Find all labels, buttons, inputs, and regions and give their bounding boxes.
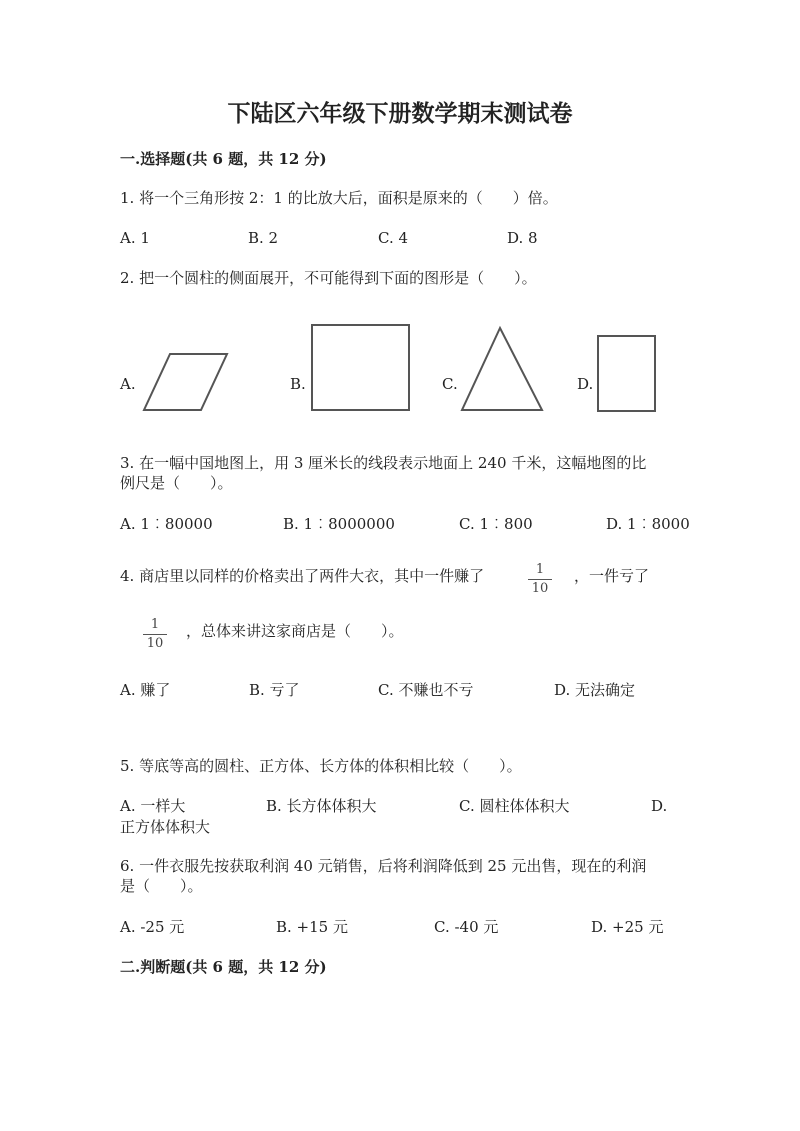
question-5-option-a: A. 一样大 <box>120 797 186 815</box>
triangle-icon <box>458 324 546 414</box>
question-1-option-a: A. 1 <box>120 229 150 247</box>
fraction-bar <box>528 579 552 580</box>
square-icon <box>309 322 413 414</box>
question-5-option-c: C. 圆柱体体积大 <box>459 797 570 815</box>
question-4-option-d: D. 无法确定 <box>554 681 636 699</box>
question-6-option-b: B. +15 元 <box>276 918 348 936</box>
question-3-option-b: B. 1︰8000000 <box>283 515 395 533</box>
fraction-denominator: 10 <box>531 581 549 596</box>
question-1-option-b: B. 2 <box>248 229 279 247</box>
question-1-text: 1. 将一个三角形按 2：1 的比放大后，面积是原来的（ ）倍。 <box>120 189 558 207</box>
question-6-text-line-2: 是（ ）。 <box>120 877 203 895</box>
question-3-option-c: C. 1︰800 <box>459 515 533 533</box>
question-2-option-a: A. <box>120 375 136 393</box>
parallelogram-icon <box>140 350 230 414</box>
section-heading-judgment: 二.判断题(共 6 题，共 12 分) <box>120 958 327 976</box>
question-1-option-c: C. 4 <box>378 229 409 247</box>
fraction-denominator: 10 <box>146 636 164 651</box>
rectangle-icon <box>595 333 658 414</box>
fraction-numerator: 1 <box>535 562 545 577</box>
question-5-option-d: D. <box>651 797 668 815</box>
question-6-option-c: C. -40 元 <box>434 918 499 936</box>
question-3-text-line-2: 例尺是（ ）。 <box>120 474 233 492</box>
fraction-bar <box>143 634 167 635</box>
fraction-one-tenth <box>143 618 167 651</box>
question-6-text-line-1: 6. 一件衣服先按获取利润 40 元销售，后将利润降低到 25 元出售，现在的利润 <box>120 857 647 875</box>
question-3-text-line-1: 3. 在一幅中国地图上，用 3 厘米长的线段表示地面上 240 千米，这幅地图的比 <box>120 454 647 472</box>
question-5-text: 5. 等底等高的圆柱、正方体、长方体的体积相比较（ ）。 <box>120 757 522 775</box>
question-3-option-d: D. 1︰8000 <box>606 515 690 533</box>
question-2-option-b: B. <box>290 375 306 393</box>
question-4-option-b: B. 亏了 <box>249 681 300 699</box>
question-5-option-d-text: 正方体体积大 <box>120 818 211 836</box>
question-2-text: 2. 把一个圆柱的侧面展开，不可能得到下面的图形是（ ）。 <box>120 269 537 287</box>
question-2-option-d: D. <box>577 375 594 393</box>
question-3-option-a: A. 1︰80000 <box>120 515 213 533</box>
question-1-option-d: D. 8 <box>507 229 538 247</box>
question-4-option-c: C. 不赚也不亏 <box>378 681 474 699</box>
question-5-option-b: B. 长方体体积大 <box>266 797 377 815</box>
question-6-option-d: D. +25 元 <box>591 918 664 936</box>
question-2-option-c: C. <box>442 375 458 393</box>
page-title: 下陆区六年级下册数学期末测试卷 <box>227 100 573 127</box>
question-4-text-part-1: 4. 商店里以同样的价格卖出了两件大衣，其中一件赚了 <box>120 567 485 585</box>
question-4-option-a: A. 赚了 <box>120 681 171 699</box>
fraction-numerator: 1 <box>150 617 160 632</box>
question-4-text-part-2: ，一件亏了 <box>574 567 650 585</box>
section-heading-choice: 一.选择题(共 6 题，共 12 分) <box>120 150 327 168</box>
question-6-option-a: A. -25 元 <box>120 918 185 936</box>
fraction-one-tenth <box>528 563 552 596</box>
question-4-text-part-3: ，总体来讲这家商店是（ ）。 <box>186 622 404 640</box>
